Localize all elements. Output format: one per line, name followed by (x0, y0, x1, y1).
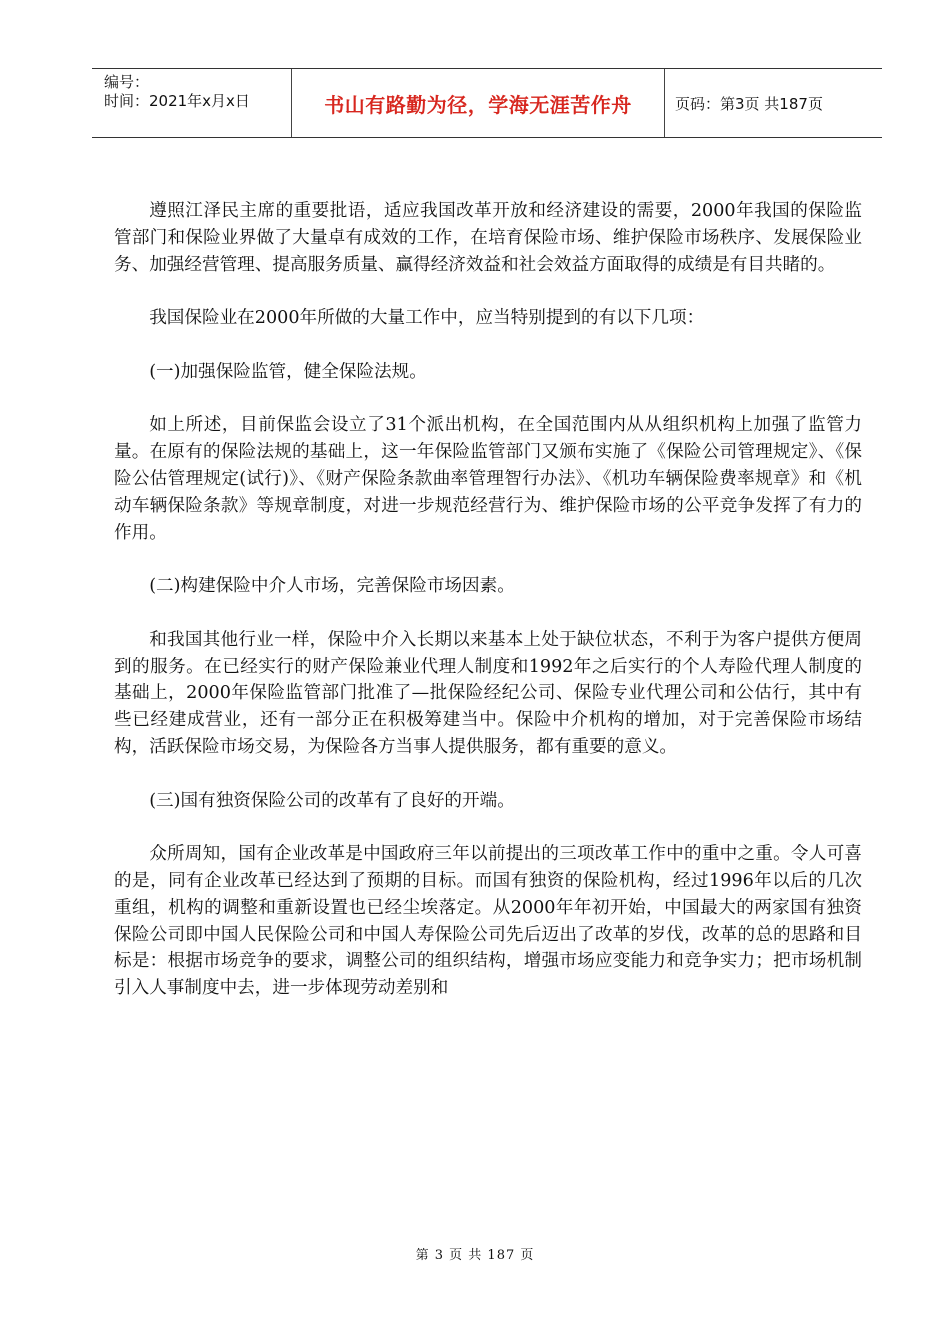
header-motto: 书山有路勤为径，学海无涯苦作舟 (292, 69, 665, 137)
paragraph: 遵照江泽民主席的重要批语，适应我国改革开放和经济建设的需要，2000年我国的保险监管部门和保险业界做了大量卓有成效的工作，在培育保险市场、维护保险市场秩序、发展保险业务、加强经营管理、提高服务质量、赢得经济效益和社会效益方面取得的成绩是有目共睹的。 (114, 201, 862, 275)
section-heading: (一)加强保险监管，健全保险法规。 (149, 361, 427, 382)
paragraph: 和我国其他行业一样，保险中介入长期以来基本上处于缺位状态，不利于为客户提供方便周到的服务。在已经实行的财产保险兼业代理人制度和1992年之后实行的个人寿险代理人制度的基础上，2000年保险监管部门批准了—批保险经纪公司、保险专业代理公司和公估行，其中有些已经建成营业，还有一部分正在积极筹建当中。保险中介机构的增加，对于完善保险市场结构，活跃保险市场交易，为保险各方当事人提供服务，都有重要的意义。 (114, 629, 862, 757)
time-label: 时间：2021年x月x日 (104, 92, 250, 110)
paragraph: 如上所述，目前保监会设立了31个派出机构，在全国范围内从从组织机构上加强了监管力量。在原有的保险法规的基础上，这一年保险监管部门又颁布实施了《保险公司管理规定》、《保险公估管理规定(试行)》、《财产保险条款曲率管理智行办法》、《机功车辆保险费率规章》和《机动车辆保险条款》等规章制度，对进一步规范经营行为、维护保险市场的公平竞争发挥了有力的作用。 (114, 415, 862, 543)
number-label: 编号： (104, 73, 150, 91)
paragraph: 我国保险业在2000年所做的大量工作中，应当特别提到的有以下几项： (149, 308, 705, 329)
paragraph: 众所周知，国有企业改革是中国政府三年以前提出的三项改革工作中的重中之重。令人可喜的是，同有企业改革已经达到了预期的目标。而国有独资的保险机构，经过1996年以后的几次重组，机构的调整和重新设置也已经尘埃落定。从2000年年初开始，中国最大的两家国有独资保险公司即中国人民保险公司和中国人寿保险公司先后迈出了改革的岁伐，改革的总的思路和目标是：根据市场竞争的要求，调整公司的组织结构，增强市场应变能力和竞争实力；把市场机制引入人事制度中去，进一步体现劳动差别和 (114, 844, 862, 999)
section-heading: (三)国有独资保险公司的改革有了良好的开端。 (149, 790, 515, 811)
section-heading: (二)构建保险中介人市场，完善保险市场因素。 (149, 576, 515, 597)
page-header (92, 68, 882, 138)
header-meta (92, 69, 292, 137)
page-footer: 第 3 页 共 187 页 (415, 1248, 535, 1263)
document-body (114, 198, 862, 1002)
header-page-info: 页码：第3页 共187页 (675, 94, 823, 113)
